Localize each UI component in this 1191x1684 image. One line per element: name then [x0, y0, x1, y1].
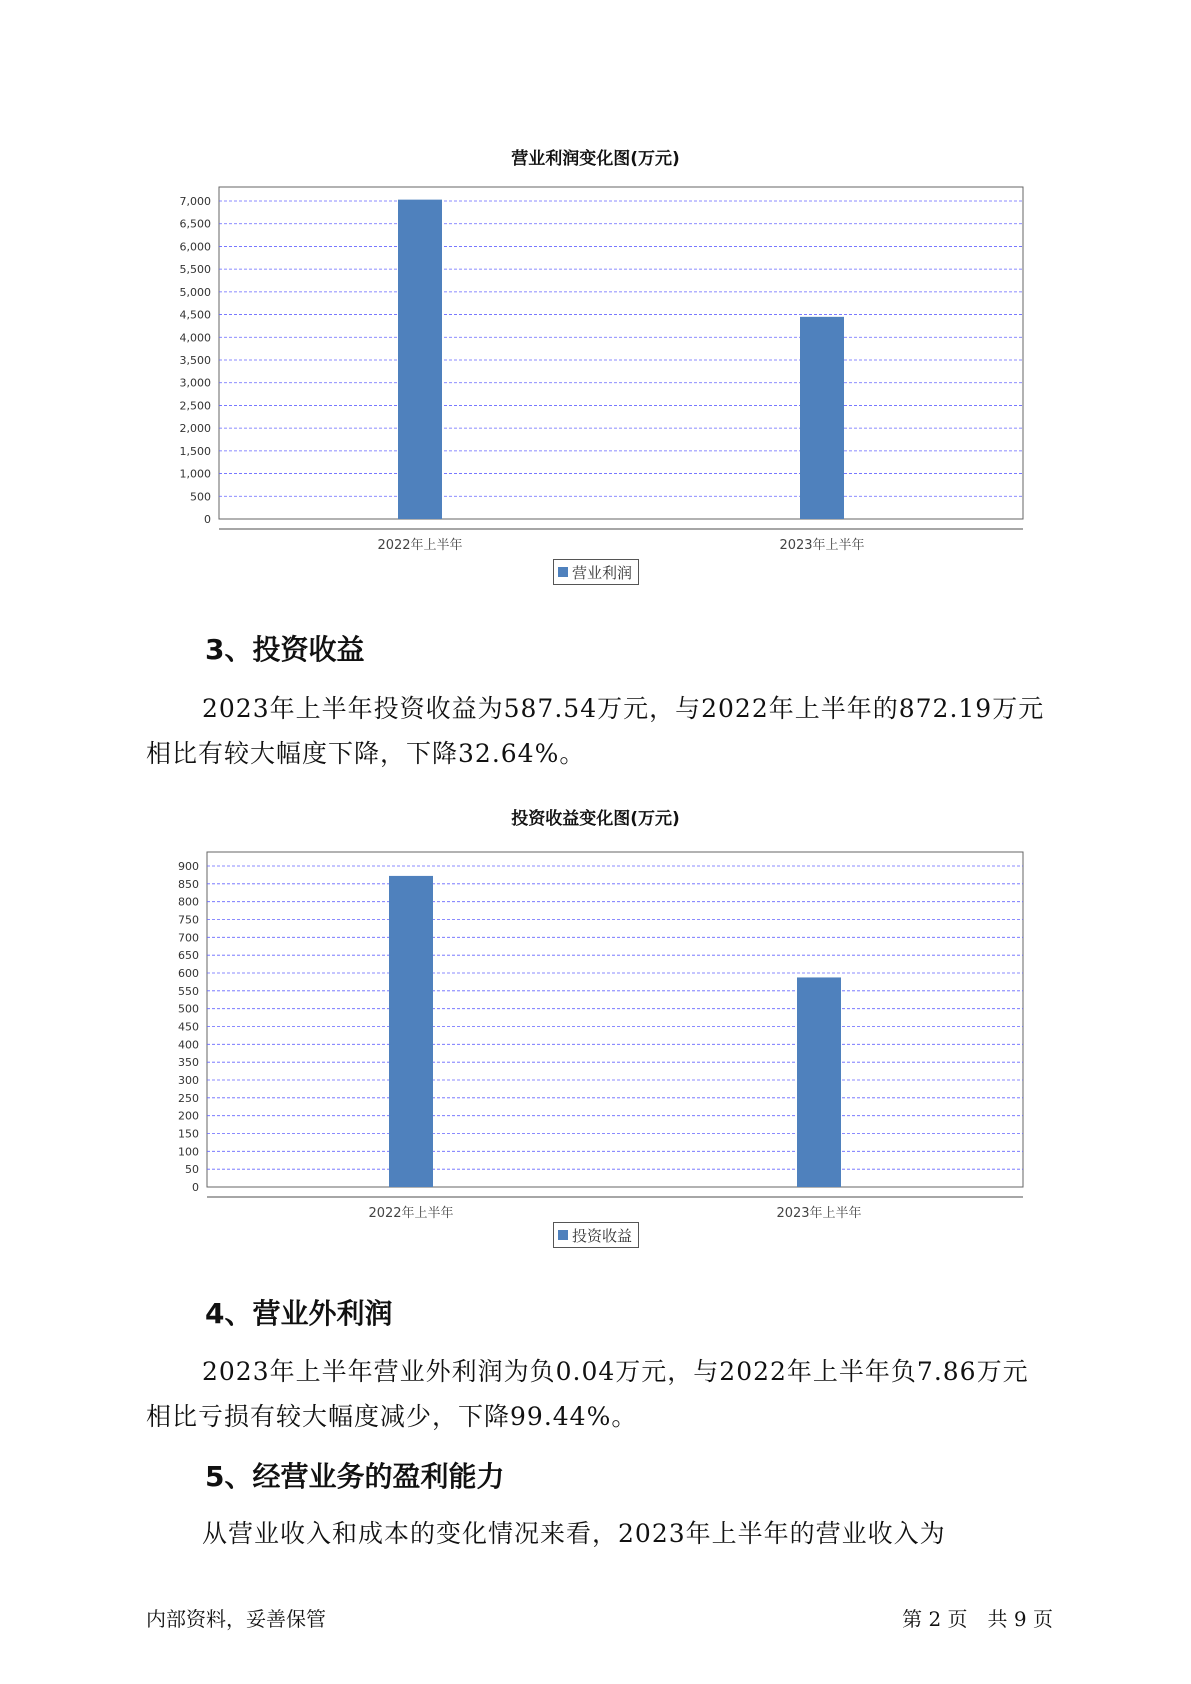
y-tick-label: 4,500: [179, 308, 211, 322]
chart1-legend-label: 营业利润: [572, 563, 633, 582]
y-tick-label: 5,500: [179, 263, 211, 277]
y-tick-label: 650: [178, 949, 199, 963]
investment-income-chart: [0, 840, 1191, 1220]
plot-frame: [207, 852, 1023, 1187]
y-tick-label: 0: [192, 1181, 199, 1194]
section-4-title: 4、营业外利润: [205, 1297, 393, 1330]
footer-left: 内部资料，妥善保管: [146, 1607, 326, 1631]
section-4-paragraph: 2023年上半年营业外利润为负0.04万元，与2022年上半年负7.86万元相比亏损有较大幅度减少，下降99.44%。: [146, 1357, 1029, 1431]
y-tick-label: 900: [178, 860, 199, 873]
bar: [797, 977, 841, 1187]
y-tick-label: 1,000: [179, 467, 211, 481]
footer-page-number: 第 2 页 共 9 页: [902, 1607, 1053, 1631]
x-tick-label: 2022年上半年: [377, 538, 463, 553]
x-tick-label: 2023年上半年: [776, 1206, 862, 1220]
y-tick-label: 6,500: [179, 217, 211, 231]
y-tick-label: 3,500: [179, 354, 211, 367]
section-5-title: 5、经营业务的盈利能力: [205, 1460, 505, 1493]
y-tick-label: 2,000: [179, 422, 211, 436]
section-5-paragraph: 从营业收入和成本的变化情况来看，2023年上半年的营业收入为: [202, 1519, 946, 1548]
plot-frame: [219, 187, 1023, 519]
y-tick-label: 250: [178, 1091, 199, 1105]
operating-profit-chart: [0, 180, 1191, 560]
chart1-title: 营业利润变化图(万元): [511, 149, 680, 169]
y-tick-label: 5,000: [179, 285, 211, 299]
chart2-legend: [553, 1222, 639, 1248]
y-tick-label: 800: [178, 895, 199, 909]
y-tick-label: 0: [204, 513, 211, 526]
bar: [389, 876, 433, 1187]
chart1-legend: [553, 559, 639, 585]
x-tick-label: 2022年上半年: [368, 1206, 454, 1220]
y-tick-label: 350: [178, 1056, 199, 1070]
y-tick-label: 7,000: [179, 195, 211, 208]
bar: [800, 317, 844, 519]
y-tick-label: 550: [178, 984, 199, 998]
y-tick-label: 850: [178, 877, 199, 891]
y-tick-label: 500: [190, 490, 211, 504]
y-tick-label: 2,500: [179, 399, 211, 413]
y-tick-label: 500: [178, 1002, 199, 1016]
y-tick-label: 200: [178, 1109, 199, 1123]
y-tick-label: 150: [178, 1127, 199, 1141]
y-tick-label: 4,000: [179, 331, 211, 345]
y-tick-label: 600: [178, 967, 199, 980]
y-tick-label: 700: [178, 931, 199, 945]
x-tick-label: 2023年上半年: [779, 538, 865, 553]
y-tick-label: 400: [178, 1038, 199, 1052]
legend-swatch-icon: [558, 567, 568, 577]
bar: [398, 200, 442, 519]
y-tick-label: 100: [178, 1145, 199, 1159]
chart2-legend-label: 投资收益: [572, 1226, 633, 1245]
y-tick-label: 450: [178, 1020, 199, 1034]
y-tick-label: 6,000: [179, 240, 211, 254]
y-tick-label: 300: [178, 1074, 199, 1087]
y-tick-label: 3,000: [179, 376, 211, 390]
chart2-title: 投资收益变化图(万元): [511, 809, 680, 829]
y-tick-label: 1,500: [179, 444, 211, 458]
section-3-title: 3、投资收益: [205, 633, 365, 666]
legend-swatch-icon: [558, 1230, 568, 1240]
y-tick-label: 750: [178, 913, 199, 927]
section-3-paragraph: 2023年上半年投资收益为587.54万元，与2022年上半年的872.19万元相比有较大幅度下降，下降32.64%。: [146, 694, 1045, 768]
y-tick-label: 50: [185, 1163, 199, 1177]
